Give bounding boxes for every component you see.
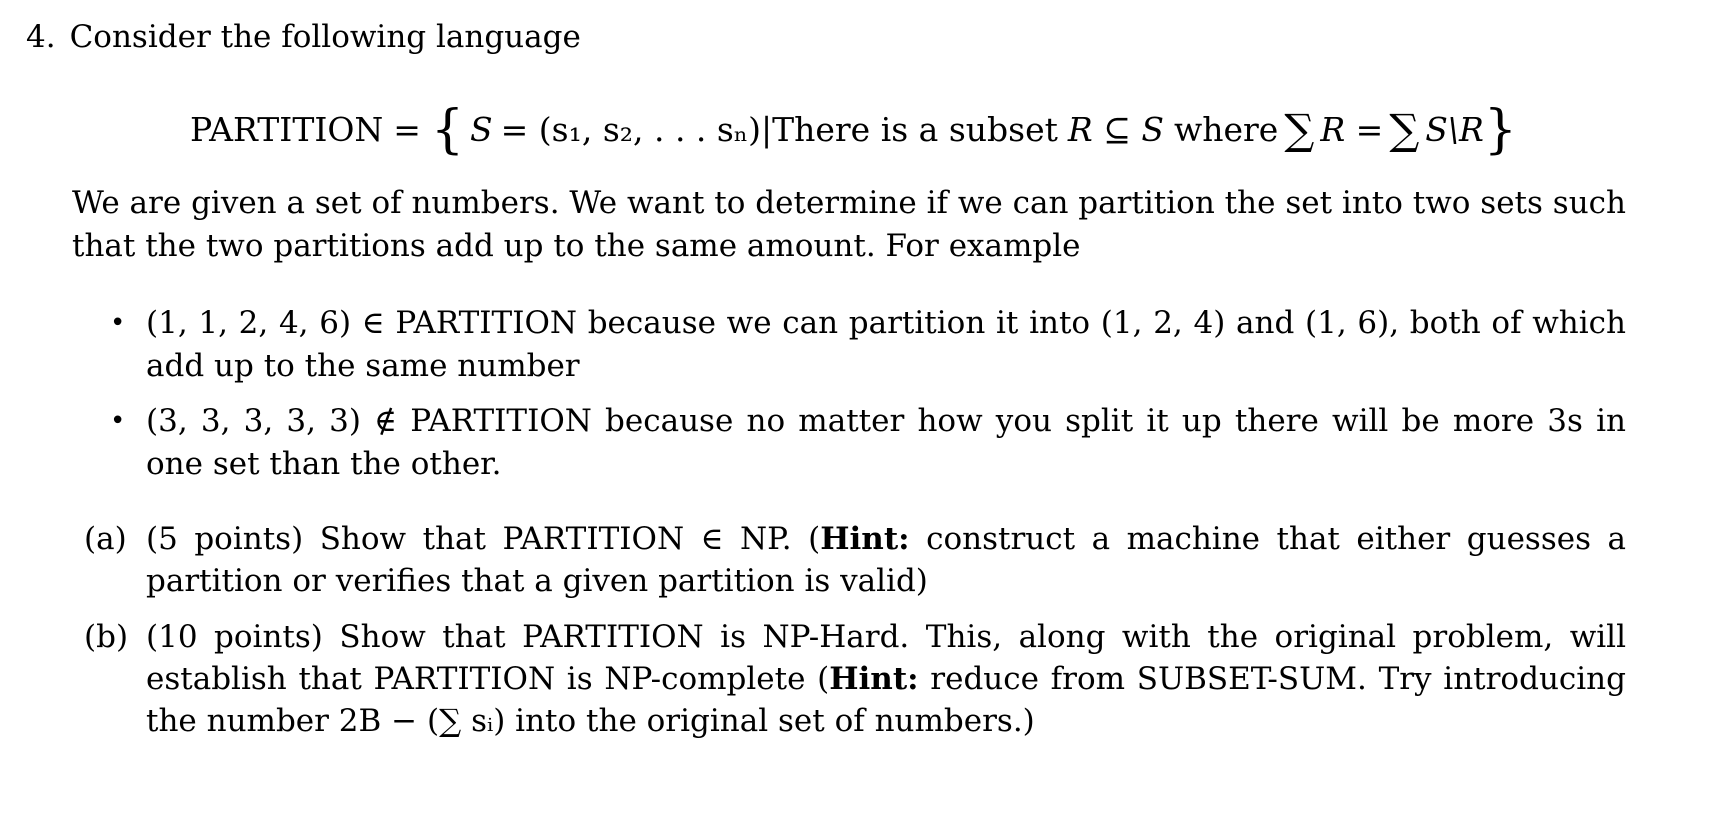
list-item bbox=[110, 302, 1626, 388]
partition-definition bbox=[190, 100, 1626, 160]
example-text: (3, 3, 3, 3, 3) ∉ PARTITION because no matter how you split it up there will be more 3s in one set than the other. bbox=[146, 403, 1626, 482]
problem-4 bbox=[26, 14, 1626, 756]
subquestion-list bbox=[84, 518, 1626, 742]
subquestion-text-before: (5 points) Show that PARTITION ∈ NP. ( bbox=[146, 521, 821, 557]
subquestion-text-after: construct a machine that either guesses a partition or verifies that a given partition is valid) bbox=[146, 521, 1626, 599]
subquestion-text bbox=[146, 518, 1626, 602]
subquestion-text-after: reduce from SUBSET-SUM. Try introducing the number 2B − (∑ sᵢ) into the original set of numbers.) bbox=[146, 661, 1626, 739]
open-brace: { bbox=[430, 100, 465, 160]
sum-left-expression: R = bbox=[1320, 110, 1384, 149]
subquestion-label: (b) bbox=[84, 619, 129, 655]
sum-right-expression: S\R bbox=[1425, 110, 1484, 149]
bullet-icon: • bbox=[110, 308, 126, 338]
language-name: PARTITION bbox=[190, 110, 384, 149]
subquestion-a bbox=[84, 518, 1626, 602]
sum-symbol-right: ∑ bbox=[1389, 105, 1420, 154]
condition-text: There is a subset bbox=[772, 110, 1058, 149]
close-brace: } bbox=[1483, 100, 1517, 160]
bullet-icon: • bbox=[110, 406, 126, 436]
subquestion-text bbox=[146, 616, 1626, 742]
intro-paragraph: We are given a set of numbers. We want to determine if we can partition the set into two sets such that the two partitions add up to the same amount. For example bbox=[72, 185, 1626, 264]
list-item bbox=[110, 400, 1626, 486]
problem-number: 4. bbox=[26, 19, 56, 55]
problem-heading-text: Consider the following language bbox=[69, 19, 581, 55]
hint-label: Hint: bbox=[820, 521, 910, 557]
set-variable: S bbox=[470, 110, 493, 149]
example-text: (1, 1, 2, 4, 6) ∈ PARTITION because we can partition it into (1, 2, 4) and (1, 6), both of which add up to the same number bbox=[146, 305, 1626, 384]
subquestion-b bbox=[84, 616, 1626, 742]
tuple-definition: = (s₁, s₂, . . . sₙ)| bbox=[500, 110, 773, 149]
sum-symbol-left: ∑ bbox=[1284, 105, 1315, 154]
equals-sign: = bbox=[393, 110, 421, 149]
where-text: where bbox=[1173, 110, 1279, 149]
hint-label: Hint: bbox=[829, 661, 919, 697]
problem-heading bbox=[26, 14, 1626, 60]
subquestion-label: (a) bbox=[84, 521, 127, 557]
subquestion-text-before: (10 points) Show that PARTITION is NP-Hard. This, along with the original problem, will establish that PARTITION is NP-complete ( bbox=[146, 619, 1626, 697]
subset-expression: R ⊆ S bbox=[1067, 110, 1164, 149]
example-list bbox=[110, 302, 1626, 486]
